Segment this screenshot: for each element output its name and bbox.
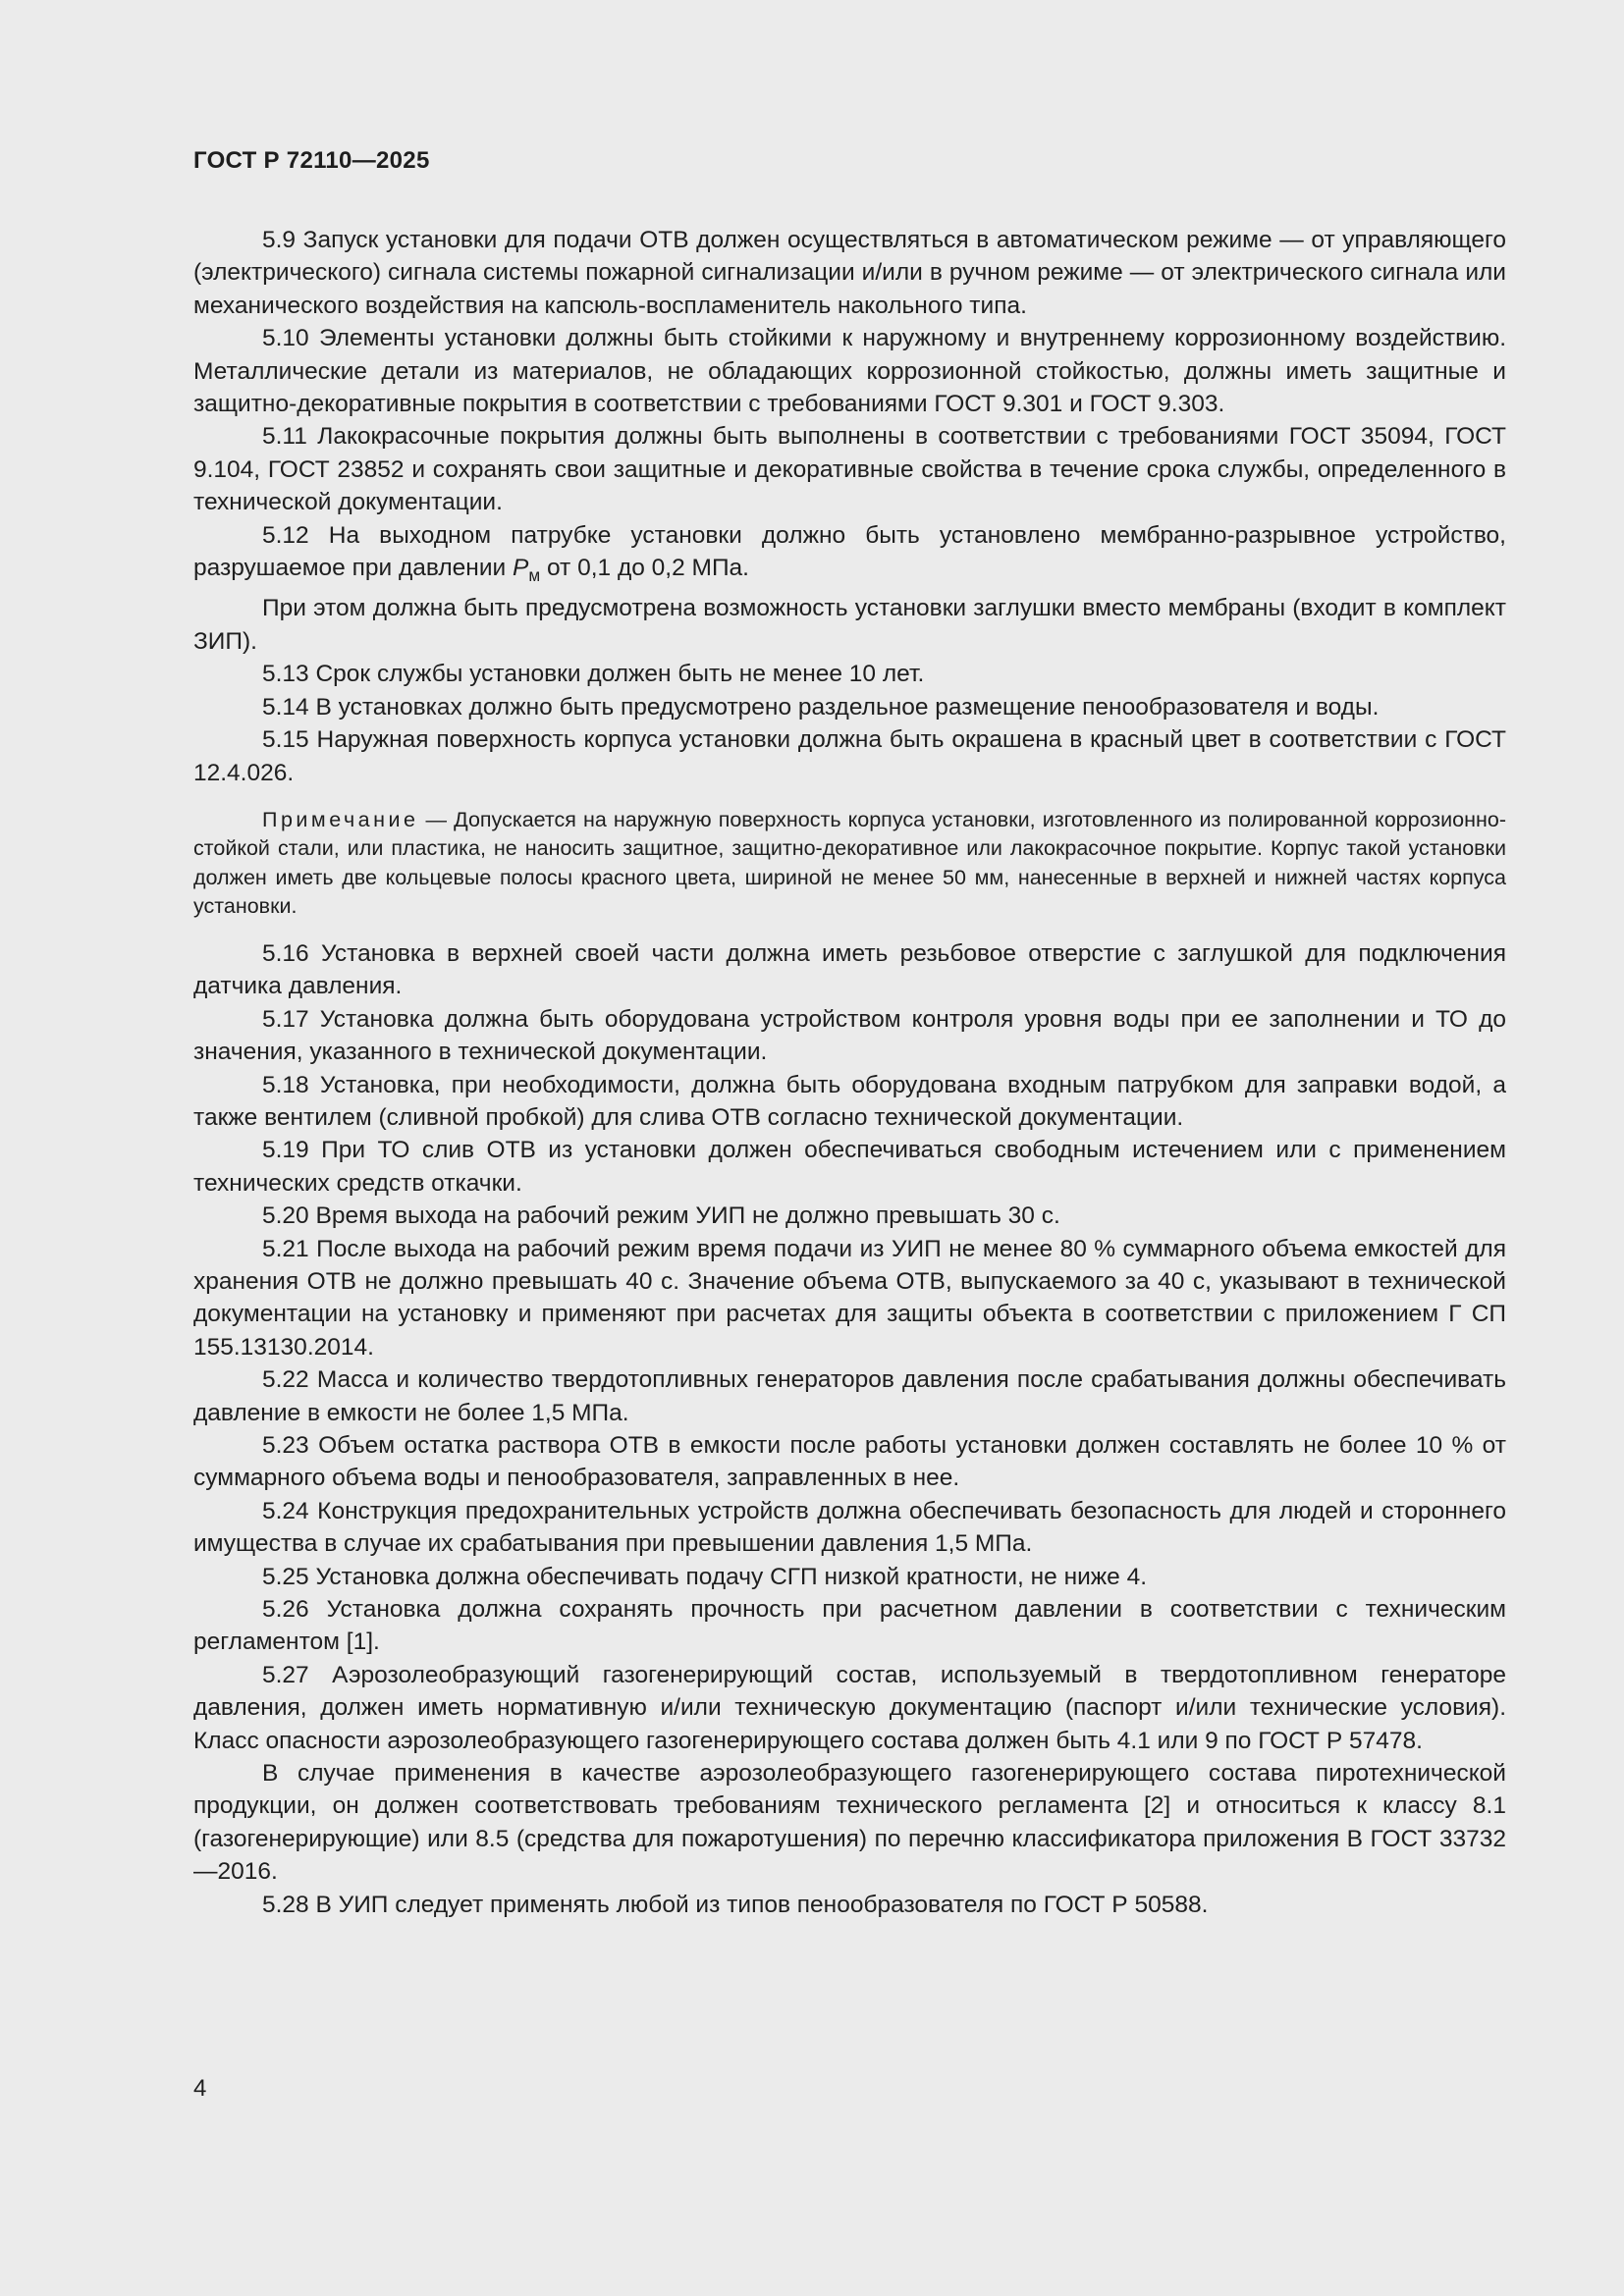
paragraph-5-27: 5.27 Аэрозолеобразующий газогенерирующий состав, используемый в твердотопливном генераторе давления, должен иметь нормативную и/или техническую документацию (паспорт и/или технические условия). Класс опасности аэрозолеобразующего газогенерирующего состава должен быть 4.1 или 9 по ГОСТ Р 57478. [193, 1661, 1506, 1754]
paragraph-5-12-after: от 0,1 до 0,2 МПа. [540, 555, 749, 582]
paragraph-5-14: 5.14 В установках должно быть предусмотрено раздельное размещение пенообразователя и воды. [262, 693, 1380, 721]
paragraph-5-15: 5.15 Наружная поверхность корпуса установки должна быть окрашена в красный цвет в соответствии с ГОСТ 12.4.026. [193, 726, 1506, 786]
paragraph-5-12-cont: При этом должна быть предусмотрена возможность установки заглушки вместо мембраны (входит в комплект ЗИП). [193, 595, 1506, 655]
paragraph-5-26: 5.26 Установка должна сохранять прочность при расчетном давлении в соответствии с техническим регламентом [1]. [193, 1596, 1506, 1656]
paragraph-5-16: 5.16 Установка в верхней своей части должна иметь резьбовое отверстие с заглушкой для подключения датчика давления. [193, 939, 1506, 1000]
paragraph-5-21: 5.21 После выхода на рабочий режим время подачи из УИП не менее 80 % суммарного объема емкостей для хранения ОТВ не должно превышать 40 с. Значение объема ОТВ, выпускаемого за 40 с, указывают в технической документации на установку и применяют при расчетах для защиты объекта в соответствии с приложением Г СП 155.13130.2014. [193, 1235, 1506, 1361]
page-number: 4 [193, 2075, 207, 2102]
document-body [193, 224, 1506, 1921]
paragraph-5-24: 5.24 Конструкция предохранительных устройств должна обеспечивать безопасность для людей и стороннего имущества в случае их срабатывания при превышении давления 1,5 МПа. [193, 1497, 1506, 1558]
paragraph-5-22: 5.22 Масса и количество твердотопливных генераторов давления после срабатывания должны обеспечивать давление в емкости не более 1,5 МПа. [193, 1366, 1506, 1426]
paragraph-5-18: 5.18 Установка, при необходимости, должна быть оборудована входным патрубком для заправки водой, а также вентилем (сливной пробкой) для слива ОТВ согласно технической документации. [193, 1071, 1506, 1131]
paragraph-5-23: 5.23 Объем остатка раствора ОТВ в емкости после работы установки должен составлять не более 10 % от суммарного объема воды и пенообразователя, заправленных в нее. [193, 1432, 1506, 1492]
pressure-subscript: м [528, 565, 541, 586]
paragraph-5-12-before: 5.12 На выходном патрубке установки должно быть установлено мембранно-разрывное устройство, разрушаемое при давлении [193, 521, 1506, 582]
paragraph-5-12 [193, 519, 1506, 593]
paragraph-5-17: 5.17 Установка должна быть оборудована устройством контроля уровня воды при ее заполнении и ТО до значения, указанного в технической документации. [193, 1005, 1506, 1066]
paragraph-5-9: 5.9 Запуск установки для подачи ОТВ должен осуществляться в автоматическом режиме — от управляющего (электрического) сигнала системы пожарной сигнализации и/или в ручном режиме — от электрического сигнала или механического воздействия на капсюль-воспламенитель накольного типа. [193, 227, 1506, 319]
paragraph-5-28: 5.28 В УИП следует применять любой из типов пенообразователя по ГОСТ Р 50588. [262, 1891, 1209, 1918]
paragraph-5-11: 5.11 Лакокрасочные покрытия должны быть выполнены в соответствии с требованиями ГОСТ 35094, ГОСТ 9.104, ГОСТ 23852 и сохранять свои защитные и декоративные свойства в течение срока службы, определенного в технической документации. [193, 423, 1506, 516]
paragraph-5-25: 5.25 Установка должна обеспечивать подачу СГП низкой кратности, не ниже 4. [262, 1563, 1148, 1590]
paragraph-5-27-cont: В случае применения в качестве аэрозолеобразующего газогенерирующего состава пиротехнической продукции, он должен соответствовать требованиям технического регламента [2] и относиться к классу 8.1 (газогенерирующие) или 8.5 (средства для пожаротушения) по перечню классификатора приложения В ГОСТ 33732—2016. [193, 1760, 1506, 1886]
document-header: ГОСТ Р 72110—2025 [193, 147, 430, 174]
paragraph-5-20: 5.20 Время выхода на рабочий режим УИП не должно превышать 30 с. [262, 1202, 1060, 1230]
note-text: — Допускается на наружную поверхность корпуса установки, изготовленного из полированной коррозионно-стойкой стали, или пластика, не наносить защитное, защитно-декоративное или лакокрасочное покрытие. Корпус такой установки должен иметь две кольцевые полосы красного цвета, шириной не менее 50 мм, нанесенные в верхней и нижней частях корпуса установки. [193, 807, 1506, 919]
note-label: Примечание [262, 807, 419, 831]
note [193, 806, 1506, 922]
paragraph-5-10: 5.10 Элементы установки должны быть стойкими к наружному и внутреннему коррозионному воздействию. Металлические детали из материалов, не обладающих коррозионной стойкостью, должны иметь защитные и защитно-декоративные покрытия в соответствии с требованиями ГОСТ 9.301 и ГОСТ 9.303. [193, 325, 1506, 418]
paragraph-5-13: 5.13 Срок службы установки должен быть не менее 10 лет. [262, 661, 925, 688]
pressure-symbol: P [513, 555, 529, 582]
paragraph-5-19: 5.19 При ТО слив ОТВ из установки должен обеспечиваться свободным истечением или с применением технических средств откачки. [193, 1137, 1506, 1197]
